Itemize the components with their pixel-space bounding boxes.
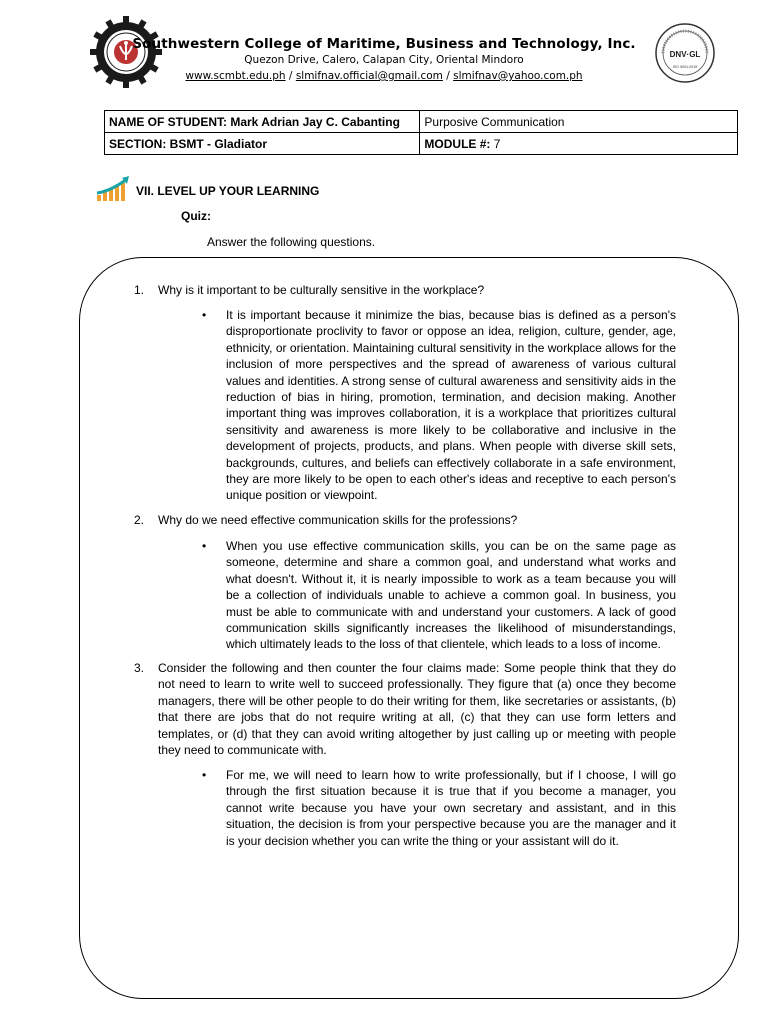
question-text: Why do we need effective communication skills for the professions?: [158, 513, 518, 527]
contact-links: [0, 70, 768, 82]
student-info-table: [104, 110, 738, 155]
instruction-text: Answer the following questions.: [207, 235, 376, 249]
question-number: 3.: [134, 661, 145, 675]
question-number: 1.: [134, 283, 145, 297]
college-address: Quezon Drive, Calero, Calapan City, Oriental Mindoro: [244, 54, 524, 66]
module-label: MODULE #:: [424, 136, 494, 151]
college-name: Southwestern College of Maritime, Business and Technology, Inc.: [132, 36, 636, 52]
quiz-label: Quiz:: [181, 209, 211, 223]
table-row: [105, 133, 738, 155]
gmail-link[interactable]: slmifnav.official@gmail.com: [295, 70, 443, 82]
iso-text: ISO 9001:2015: [672, 65, 698, 69]
bullet: •: [202, 308, 207, 322]
module-cell: [420, 133, 738, 155]
question-text: Why is it important to be culturally sensitive in the workplace?: [158, 283, 485, 297]
module-number: 7: [493, 136, 501, 151]
growth-chart-icon: [95, 175, 133, 203]
question-text: Consider the following and then counter the four claims made: Some people think that they do not need to learn to write well to succeed professionally. They figure that (a) once they become managers, there will be other people to do their writing for them, like secretaries or assistants, (b) that there are jobs that do not require writing at all, (c) that they can use form letters and templates, or (d) that they can avoid writing altogether by just calling up or meeting with people they need to communicate with.: [158, 661, 676, 758]
question-number: 2.: [134, 513, 145, 527]
section-cell: SECTION: BSMT - Gladiator: [105, 133, 420, 155]
answer-text: It is important because it minimize the bias, because bias is defined as a person's disproportionate proclivity to favor or oppose an idea, religion, culture, gender, age, ethnicity, or orientation. Maintaining cultural sensitivity in the workplace allows for the inclusion of more perspectives and the spread of awareness of various cultural values and identities. A strong sense of cultural awareness and sensitivity aids in the reduction of bias in hiring, promotion, termination, and decision making. Another important thing was improves collaboration, it is a workplace that prioritizes cultural sensitivity and awareness is more likely to be collaborative and inclusive in the development of projects, products, and plans. When people with diverse skill sets, backgrounds, cultures, and beliefs can effectively collaborate in a safe environment, they are more likely to be open to each other's ideas and receptive to each person's unique position or viewpoint.: [226, 308, 676, 503]
subject-cell: Purposive Communication: [420, 111, 738, 133]
separator: /: [288, 70, 293, 82]
section-title: VII. LEVEL UP YOUR LEARNING: [136, 184, 320, 198]
table-row: [105, 111, 738, 133]
separator: /: [446, 70, 450, 82]
dnv-text: DNV·GL: [669, 50, 701, 59]
website-link[interactable]: www.scmbt.edu.ph: [185, 70, 286, 82]
bullet: •: [202, 539, 207, 553]
student-name-cell: NAME OF STUDENT: Mark Adrian Jay C. Cabanting: [105, 111, 420, 133]
answer-text: For me, we will need to learn how to write professionally, but if I choose, I will go through the first situation because it is true that if you become a manager, you cannot write because you have your own secretary and assistant, and in this situation, the decision is from your perspective because you are the manager and it is your decision whether you can write the thing or your assistant will do it.: [226, 768, 676, 848]
yahoo-link[interactable]: slmifnav@yahoo.com.ph: [453, 70, 583, 82]
answer-text: When you use effective communication skills, you can be on the same page as someone, determine and share a common goal, and understand what works and what doesn't. Without it, it is nearly impossible to work as a team because you will be a collection of individuals unable to achieve a common goal. In business, you must be able to communicate with and understand your customers. A lack of good communication skills significantly increases the likelihood of misunderstandings, which ultimately leads to the loss of that clientele, which leads to a loss of income.: [226, 539, 676, 652]
bullet: •: [202, 768, 207, 782]
